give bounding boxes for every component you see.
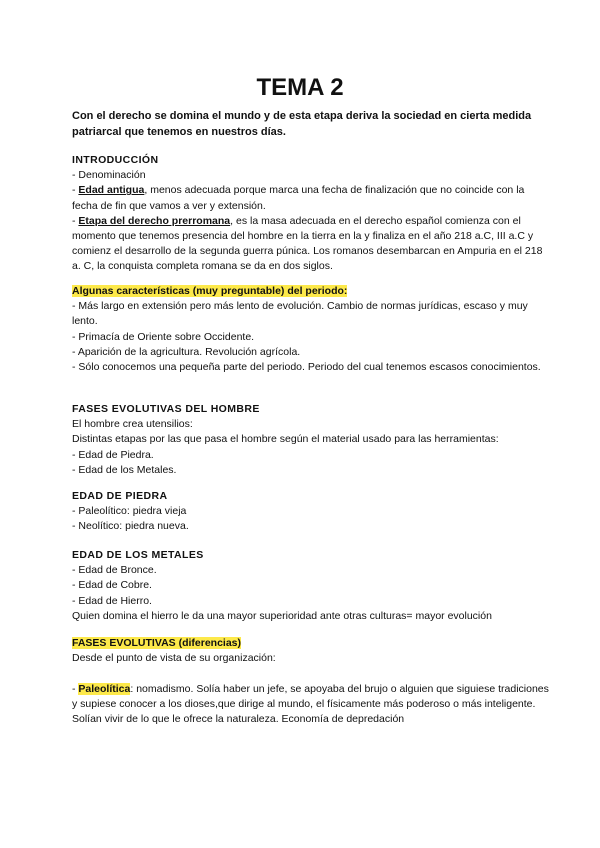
section-edad-piedra <box>72 489 552 535</box>
page-title: TEMA 2 <box>256 74 344 101</box>
text-line: Desde el punto de vista de su organización: <box>72 652 276 665</box>
item-text: , menos adecuada porque marca una fecha de finalización que no coincide con la fecha de fin que vamos a ver y extensión. <box>72 184 525 212</box>
term-etapa-prerromana: Etapa del derecho prerromana <box>78 214 231 227</box>
list-item <box>72 682 552 728</box>
section-fases-hombre <box>72 402 552 478</box>
intro-paragraph: Con el derecho se domina el mundo y de esta etapa deriva la sociedad en cierta medida patriarcal que tenemos en nuestros días. <box>72 110 532 138</box>
section-heading: INTRODUCCIÓN <box>72 154 159 166</box>
section-heading-highlighted: Algunas características (muy preguntable) del periodo: <box>72 285 348 297</box>
term-paleolitica: Paleolítica <box>78 682 131 695</box>
list-item: - Aparición de la agricultura. Revolución agrícola. <box>72 345 301 358</box>
section-heading: FASES EVOLUTIVAS DEL HOMBRE <box>72 403 260 415</box>
list-item: - Edad de los Metales. <box>72 463 177 476</box>
list-item: - Edad de Cobre. <box>72 579 152 592</box>
item-prefix: - <box>72 682 79 695</box>
text-line: Distintas etapas por las que pasa el hombre según el material usado para las herramientas: <box>72 433 499 446</box>
section-introduccion <box>72 153 552 275</box>
section-edad-metales <box>72 548 552 624</box>
section-heading: EDAD DE LOS METALES <box>72 549 204 561</box>
item-prefix: - <box>72 214 79 227</box>
list-item: - Más largo en extensión pero más lento de evolución. Cambio de normas jurídicas, escaso y muy lento. <box>72 300 528 328</box>
list-item: - Edad de Piedra. <box>72 448 154 461</box>
section-caracteristicas <box>72 284 552 375</box>
list-item: - Paleolítico: piedra vieja <box>72 505 187 518</box>
list-item: - Primacía de Oriente sobre Occidente. <box>72 330 255 343</box>
list-item <box>72 183 552 213</box>
term-edad-antigua: Edad antigua <box>78 184 145 197</box>
section-heading: EDAD DE PIEDRA <box>72 490 168 502</box>
list-item <box>72 214 552 275</box>
item-text: , es la masa adecuada en el derecho español comienza con el momento que tenemos presencia del hombre en la tierra en la y finaliza en el año 218 a.C, III a.C y comienz el desarrollo de la segunda guerra púnica. Los romanos desembarcan en Ampuria en el 218 a. C, la conquista completa romana se da en dos siglos. <box>72 214 543 273</box>
section-heading-highlighted: FASES EVOLUTIVAS (diferencias) <box>72 637 242 649</box>
list-item: - Denominación <box>72 169 146 182</box>
section-fases-diferencias <box>72 636 552 727</box>
item-prefix: - <box>72 184 79 197</box>
list-item: - Edad de Hierro. <box>72 594 152 607</box>
text-line: El hombre crea utensilios: <box>72 418 193 431</box>
list-item: - Edad de Bronce. <box>72 564 157 577</box>
item-text: : nomadismo. Solía haber un jefe, se apoyaba del brujo o alguien que siguiese tradiciones y supiese conocer a los dioses,que dirige al mundo, el físicamente más poderoso o más inteligente. Solían vivir de lo que le ofrece la naturaleza. Economía de depredación <box>72 682 549 725</box>
list-item: - Neolítico: piedra nueva. <box>72 520 189 533</box>
list-item: - Sólo conocemos una pequeña parte del periodo. Periodo del cual tenemos escasos conocimientos. <box>72 361 541 374</box>
text-line: Quien domina el hierro le da una mayor superioridad ante otras culturas= mayor evolución <box>72 609 492 622</box>
